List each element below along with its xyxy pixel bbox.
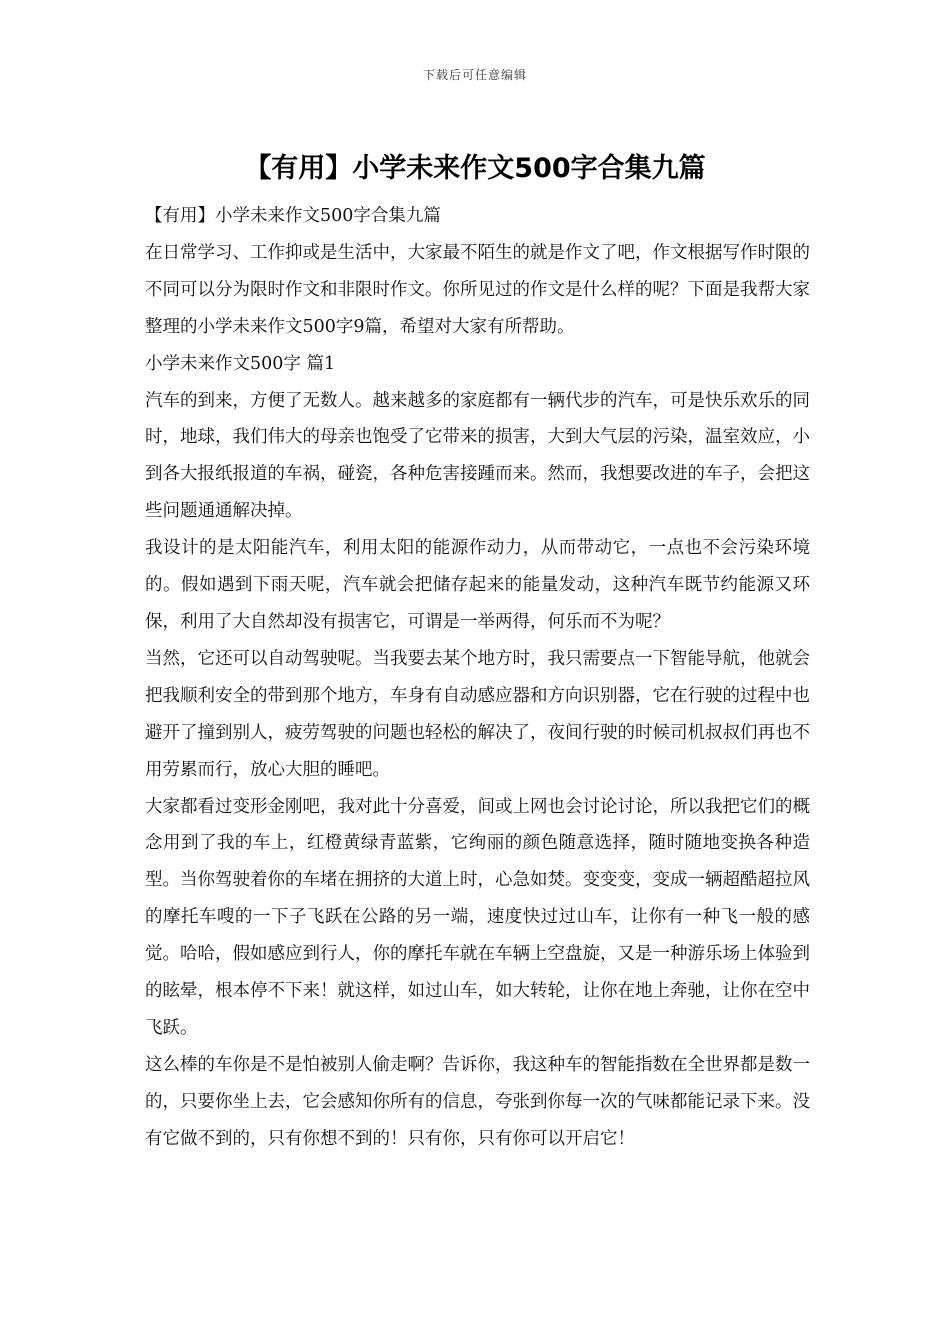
intro-paragraph: 在日常学习、工作抑或是生活中，大家最不陌生的就是作文了吧，作文根据写作时限的不同可以分为限时作文和非限时作文。你所见过的作文是什么样的呢？下面是我帮大家整理的小学未来作文500字9篇，希望对大家有所帮助。 [145,242,810,337]
body-paragraph: 汽车的到来，方便了无数人。越来越多的家庭都有一辆代步的汽车，可是快乐欢乐的同时，地球，我们伟大的母亲也饱受了它带来的损害，大到大气层的污染，温室效应，小到各大报纸报道的车祸，碰瓷，各种危害接踵而来。然而，我想要改进的车子，会把这些问题通通解决掉。 [145,390,810,522]
header-note: 下载后可任意编辑 [422,68,527,82]
body-paragraph: 当然，它还可以自动驾驶呢。当我要去某个地方时，我只需要点一下智能导航，他就会把我顺利安全的带到那个地方，车身有自动感应器和方向识别器，它在行驶的过程中也避开了撞到别人，疲劳驾驶的问题也轻松的解决了，夜间行驶的时候司机叔叔们再也不用劳累而行，放心大胆的睡吧。 [145,648,810,780]
subtitle-line: 【有用】小学未来作文500字合集九篇 [145,206,441,226]
body-paragraph: 这么棒的车你是不是怕被别人偷走啊？告诉你，我这种车的智能指数在全世界都是数一的，只要你坐上去，它会感知你所有的信息，夸张到你每一次的气味都能记录下来。没有它做不到的，只有你想不到的！只有你，只有你可以开启它！ [145,1054,810,1149]
body-paragraph: 大家都看过变形金刚吧，我对此十分喜爱，间或上网也会讨论讨论，所以我把它们的概念用到了我的车上，红橙黄绿青蓝紫，它绚丽的颜色随意选择，随时随地变换各种造型。当你驾驶着你的车堵在拥挤的大道上时，心急如焚。变变变，变成一辆超酷超拉风的摩托车嗖的一下子飞跃在公路的另一端，速度快过过山车，让你有一种飞一般的感觉。哈哈，假如感应到行人，你的摩托车就在车辆上空盘旋，又是一种游乐场上体验到的眩晕，根本停不下来！就这样，如过山车，如大转轮，让你在地上奔驰，让你在空中飞跃。 [145,796,810,1038]
document-body [145,198,810,1158]
document-title: 【有用】小学未来作文500字合集九篇 [244,153,706,184]
section-heading: 小学未来作文500字 篇1 [145,353,336,374]
body-paragraph: 我设计的是太阳能汽车，利用太阳的能源作动力，从而带动它，一点也不会污染环境的。假如遇到下雨天呢，汽车就会把储存起来的能量发动，这种汽车既节约能源又环保，利用了大自然却没有损害它，可谓是一举两得，何乐而不为呢？ [145,538,810,632]
